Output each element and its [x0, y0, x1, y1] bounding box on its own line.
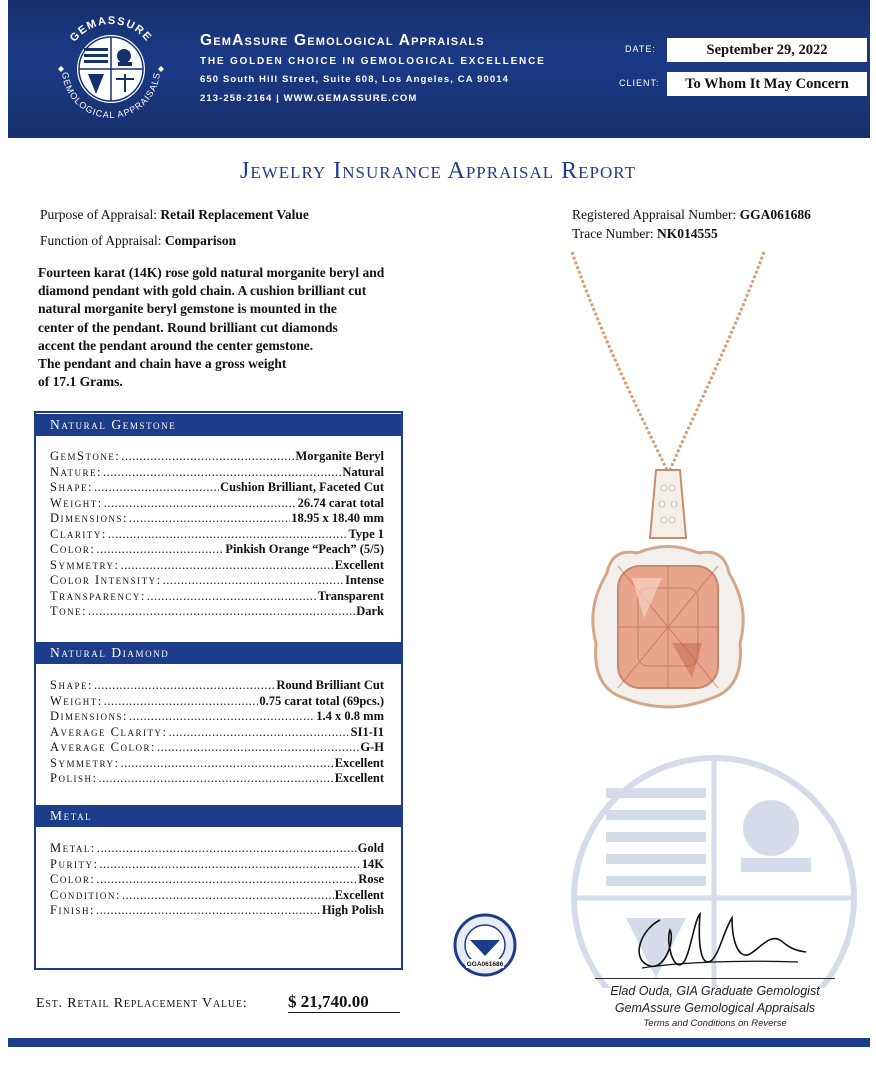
appraiser-signature — [620, 900, 810, 980]
company-name: GemAssure Gemological Appraisals — [200, 32, 485, 49]
gemstone-section-heading: Natural Gemstone — [36, 414, 401, 436]
gemstone-spec-row — [50, 573, 384, 589]
description-line: The pendant and chain have a gross weight — [38, 356, 287, 372]
dot-leader — [104, 496, 297, 512]
diamond-spec-row — [50, 694, 384, 710]
purpose-of-appraisal — [40, 207, 309, 223]
svg-text:GEMASSURE: GEMASSURE — [67, 14, 155, 45]
metal-section-heading: Metal — [36, 805, 401, 827]
spec-label: Transparency: — [50, 588, 146, 603]
dot-leader — [103, 465, 341, 481]
purpose-value: Retail Replacement Value — [160, 207, 309, 222]
spec-value: Dark — [356, 604, 384, 618]
description-line: Fourteen karat (14K) rose gold natural morganite beryl and — [38, 265, 385, 280]
spec-value: 0.75 carat total (69pcs.) — [259, 693, 384, 708]
spec-value: 14K — [361, 856, 384, 871]
spec-label: Polish: — [50, 771, 98, 785]
function-of-appraisal — [40, 233, 236, 249]
dot-leader — [157, 740, 359, 756]
spec-value: Morganite Beryl — [295, 449, 384, 463]
spec-value: Excellent — [334, 771, 384, 785]
dot-leader — [97, 841, 357, 857]
spec-label: Shape: — [50, 678, 93, 692]
dot-leader — [129, 511, 290, 527]
metal-spec-row — [50, 888, 384, 904]
spec-label: GemStone: — [50, 449, 121, 463]
metal-spec-row — [50, 857, 384, 873]
spec-value: G-H — [360, 740, 384, 754]
spec-label: Symmetry: — [50, 557, 120, 572]
spec-value: Gold — [357, 841, 384, 855]
trace-label: Trace Number: — [572, 226, 654, 241]
date-value: September 29, 2022 — [667, 38, 867, 62]
spec-label: Color: — [50, 872, 96, 886]
spec-label: Clarity: — [50, 526, 107, 541]
spec-label: Dimensions: — [50, 511, 129, 525]
company-contact: 213-258-2164 | WWW.GEMASSURE.COM — [200, 93, 418, 104]
spec-label: Average Clarity: — [50, 724, 168, 739]
specification-panel — [34, 411, 403, 970]
svg-text:GEMOLOGICAL APPRAISALS: GEMOLOGICAL APPRAISALS — [59, 71, 162, 121]
stamp-number: GGA061686 — [466, 961, 504, 968]
dot-leader — [121, 449, 294, 465]
gemstone-spec-row — [50, 465, 384, 481]
spec-value: Natural — [342, 464, 384, 479]
letterhead-banner — [8, 0, 870, 138]
appraiser-name: Elad Ouda, GIA Graduate Gemologist — [610, 984, 820, 998]
hologram-seal — [440, 912, 530, 978]
spec-value: Type 1 — [348, 526, 384, 541]
dot-leader — [94, 678, 275, 694]
metal-spec-row — [50, 903, 384, 919]
gemstone-spec-row — [50, 542, 384, 558]
description-line: diamond pendant with gold chain. A cushion brilliant cut — [38, 283, 367, 299]
dot-leader — [96, 903, 321, 919]
dot-leader — [94, 480, 219, 496]
date-label: DATE: — [625, 44, 656, 54]
spec-label: Average Color: — [50, 740, 156, 754]
company-tagline: THE GOLDEN CHOICE IN GEMOLOGICAL EXCELLENCE — [200, 56, 546, 67]
spec-value: Transparent — [317, 588, 384, 603]
report-title: Jewelry Insurance Appraisal Report — [240, 158, 636, 184]
spec-value: Cushion Brilliant, Faceted Cut — [220, 480, 384, 494]
spec-label: Finish: — [50, 903, 95, 917]
spec-label: Color Intensity: — [50, 573, 162, 587]
gemstone-spec-row — [50, 527, 384, 543]
spec-value: Intense — [345, 573, 384, 587]
description-line: of 17.1 Grams. — [38, 374, 123, 390]
gemstone-spec-row — [50, 589, 384, 605]
footer-bar — [8, 1038, 870, 1047]
spec-label: Weight: — [50, 693, 103, 708]
dot-leader — [120, 558, 333, 574]
diamond-spec-row — [50, 771, 384, 787]
spec-value: SI1-I1 — [350, 724, 384, 739]
description-line: natural morganite beryl gemstone is mounted in the — [38, 301, 337, 317]
diamond-spec-row — [50, 678, 384, 694]
spec-value: 18.95 x 18.40 mm — [291, 511, 384, 525]
spec-value: Excellent — [334, 557, 384, 572]
description-line: accent the pendant around the center gemstone. — [38, 337, 314, 353]
spec-label: Dimensions: — [50, 709, 129, 723]
diamond-spec-row — [50, 756, 384, 772]
retail-value-amount: $ 21,740.00 — [288, 992, 400, 1013]
spec-label: Shape: — [50, 480, 93, 494]
gemstone-spec-row — [50, 604, 384, 620]
spec-label: Color: — [50, 542, 96, 556]
spec-label: Nature: — [50, 464, 102, 479]
gemstone-spec-row — [50, 511, 384, 527]
dot-leader — [147, 589, 317, 605]
function-label: Function of Appraisal: — [40, 233, 162, 248]
client-value: To Whom It May Concern — [667, 72, 867, 96]
purpose-label: Purpose of Appraisal: — [40, 207, 157, 222]
spec-value: Pinkish Orange “Peach” (5/5) — [225, 542, 384, 556]
gemstone-spec-row — [50, 558, 384, 574]
gemstone-spec-row — [50, 480, 384, 496]
metal-spec-row — [50, 841, 384, 857]
dot-leader — [98, 771, 333, 787]
dot-leader — [104, 694, 259, 710]
diamond-spec-row — [50, 709, 384, 725]
spec-value: 26.74 carat total — [297, 495, 384, 510]
dot-leader — [163, 573, 345, 589]
spec-value: Excellent — [334, 887, 384, 902]
client-label: CLIENT: — [619, 78, 660, 88]
pendant-photo — [552, 248, 782, 728]
diamond-spec-row — [50, 740, 384, 756]
company-address: 650 South Hill Street, Suite 608, Los Angeles, CA 90014 — [200, 74, 509, 85]
spec-value: Round Brilliant Cut — [276, 678, 384, 692]
gemstone-spec-row — [50, 496, 384, 512]
registered-appraisal-number — [572, 207, 811, 223]
registered-label: Registered Appraisal Number: — [572, 207, 737, 222]
description-line: center of the pendant. Round brilliant cut diamonds — [38, 319, 338, 335]
retail-value-label: Est. Retail Replacement Value: — [36, 996, 248, 1011]
spec-value: Rose — [358, 872, 384, 886]
spec-label: Tone: — [50, 604, 88, 618]
trace-number — [572, 226, 718, 242]
signature-line — [595, 978, 835, 979]
dot-leader — [108, 527, 348, 543]
metal-spec-row — [50, 872, 384, 888]
gemstone-spec-row — [50, 449, 384, 465]
terms-note: Terms and Conditions on Reverse — [643, 1018, 787, 1029]
dot-leader — [99, 857, 360, 873]
diamond-section-heading: Natural Diamond — [36, 642, 401, 664]
function-value: Comparison — [164, 233, 237, 248]
dot-leader — [88, 604, 355, 620]
spec-label: Symmetry: — [50, 755, 120, 770]
spec-value: High Polish — [321, 903, 384, 917]
trace-value: NK014555 — [656, 226, 718, 241]
dot-leader — [122, 888, 334, 904]
dot-leader — [96, 542, 224, 558]
item-description — [38, 264, 448, 391]
spec-label: Weight: — [50, 495, 103, 510]
diamond-spec-row — [50, 725, 384, 741]
spec-label: Condition: — [50, 887, 121, 902]
spec-value: Excellent — [334, 755, 384, 770]
spec-value: 1.4 x 0.8 mm — [316, 709, 384, 723]
gemassure-logo — [48, 6, 174, 132]
appraiser-company: GemAssure Gemological Appraisals — [614, 1001, 816, 1015]
spec-label: Metal: — [50, 841, 96, 855]
dot-leader — [168, 725, 349, 741]
spec-label: Purity: — [50, 856, 99, 871]
registered-value: GGA061686 — [739, 207, 811, 222]
dot-leader — [120, 756, 333, 772]
dot-leader — [129, 709, 315, 725]
dot-leader — [96, 872, 357, 888]
